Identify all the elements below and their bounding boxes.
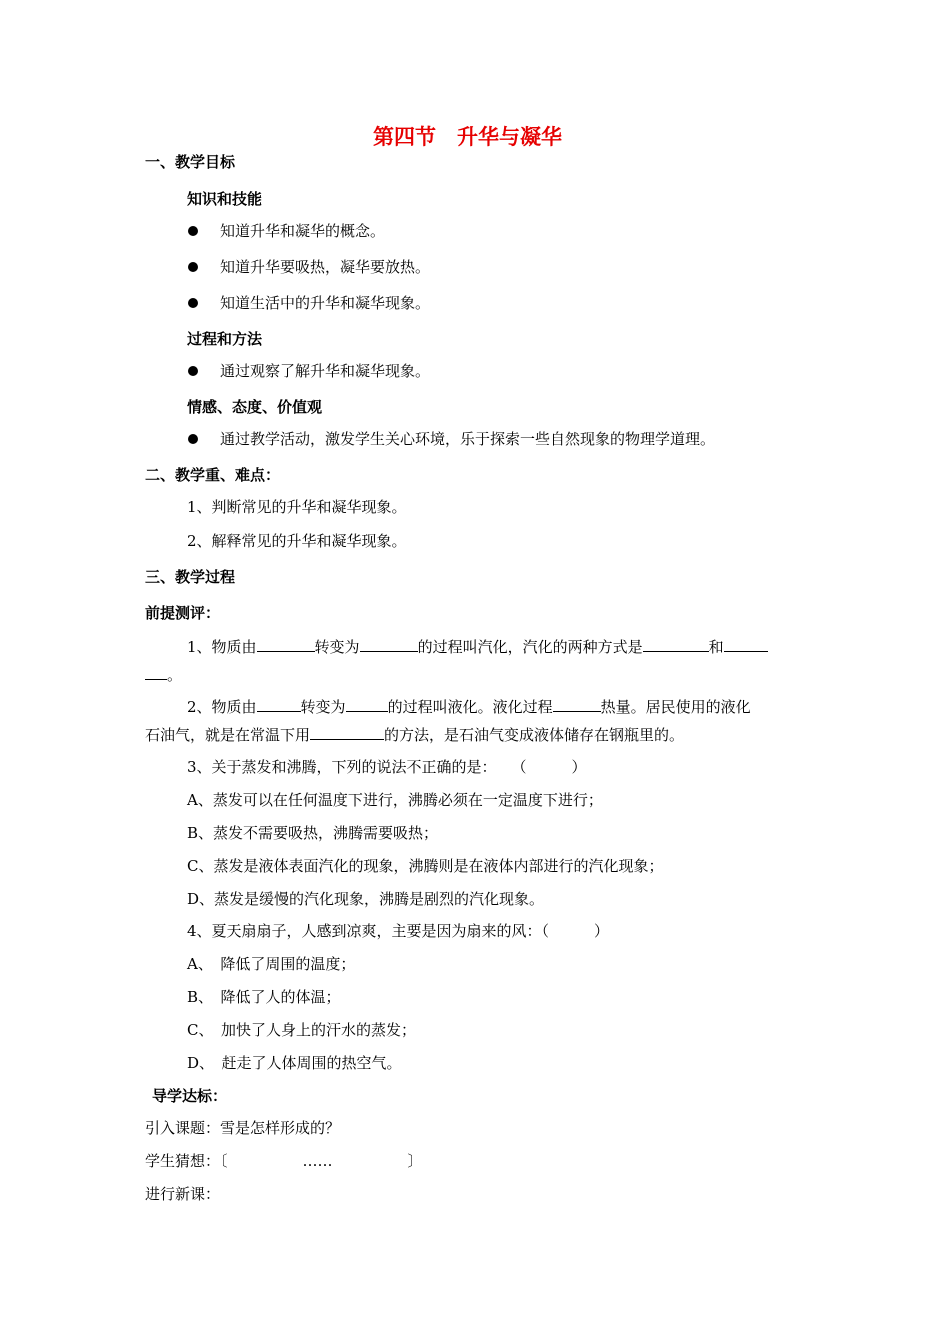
- option-a: A、蒸发可以在任何温度下进行，沸腾必须在一定温度下进行；: [187, 791, 603, 809]
- guide-line: 学生猜想：〔 …… 〕: [145, 1152, 423, 1170]
- question-3: 3、关于蒸发和沸腾，下列的说法不正确的是： （ ）: [187, 758, 587, 776]
- subheading-knowledge: 知识和技能: [187, 190, 263, 208]
- bullet-icon: [188, 226, 198, 236]
- option-d: D、 赶走了人体周围的热空气。: [187, 1054, 402, 1072]
- bullet-item: 知道升华要吸热，凝华要放热。: [220, 258, 431, 276]
- option-c: C、 加快了人身上的汗水的蒸发；: [187, 1021, 416, 1039]
- question-2: 2、物质由 转变为 的过程叫液化。液化过程 热量。居民使用的液化: [187, 698, 751, 716]
- option-d: D、蒸发是缓慢的汽化现象，沸腾是剧烈的汽化现象。: [187, 890, 545, 908]
- option-b: B、蒸发不需要吸热，沸腾需要吸热；: [187, 824, 439, 842]
- subheading-attitude: 情感、态度、价值观: [187, 398, 323, 416]
- bullet-item: 知道生活中的升华和凝华现象。: [220, 294, 431, 312]
- section-2-heading: 二、教学重、难点：: [145, 466, 281, 484]
- section-1-heading: 一、教学目标: [145, 153, 236, 171]
- option-a: A、 降低了周围的温度；: [187, 955, 356, 973]
- question-1: 1、物质由 转变为 的过程叫汽化，汽化的两种方式是 和: [187, 637, 768, 657]
- bullet-item: 知道升华和凝华的概念。: [220, 222, 386, 240]
- list-item: 2、解释常见的升华和凝华现象。: [187, 532, 407, 550]
- bullet-icon: [188, 262, 198, 272]
- option-c: C、蒸发是液体表面汽化的现象，沸腾则是在液体内部进行的汽化现象；: [187, 857, 664, 875]
- bullet-item: 通过观察了解升华和凝华现象。: [220, 362, 431, 380]
- question-4: 4、夏天扇扇子，人感到凉爽，主要是因为扇来的风：（ ）: [187, 922, 610, 940]
- guide-line: 进行新课：: [145, 1185, 221, 1203]
- list-item: 1、判断常见的升华和凝华现象。: [187, 498, 407, 516]
- question-2-cont: 石油气，就是在常温下用 的方法，是石油气变成液体储存在钢瓶里的。: [145, 726, 685, 744]
- bullet-icon: [188, 434, 198, 444]
- question-1-cont: 。: [145, 665, 182, 685]
- pretest-heading: 前提测评：: [145, 604, 221, 622]
- page-title: 第四节 升华与凝华: [373, 125, 562, 149]
- guide-line: 引入课题：雪是怎样形成的？: [145, 1119, 341, 1137]
- guide-heading: 导学达标：: [152, 1087, 228, 1105]
- option-b: B、 降低了人的体温；: [187, 988, 341, 1006]
- bullet-icon: [188, 298, 198, 308]
- bullet-icon: [188, 366, 198, 376]
- subheading-process: 过程和方法: [187, 330, 263, 348]
- bullet-item: 通过教学活动，激发学生关心环境，乐于探索一些自然现象的物理学道理。: [220, 430, 716, 448]
- section-3-heading: 三、教学过程: [145, 568, 236, 586]
